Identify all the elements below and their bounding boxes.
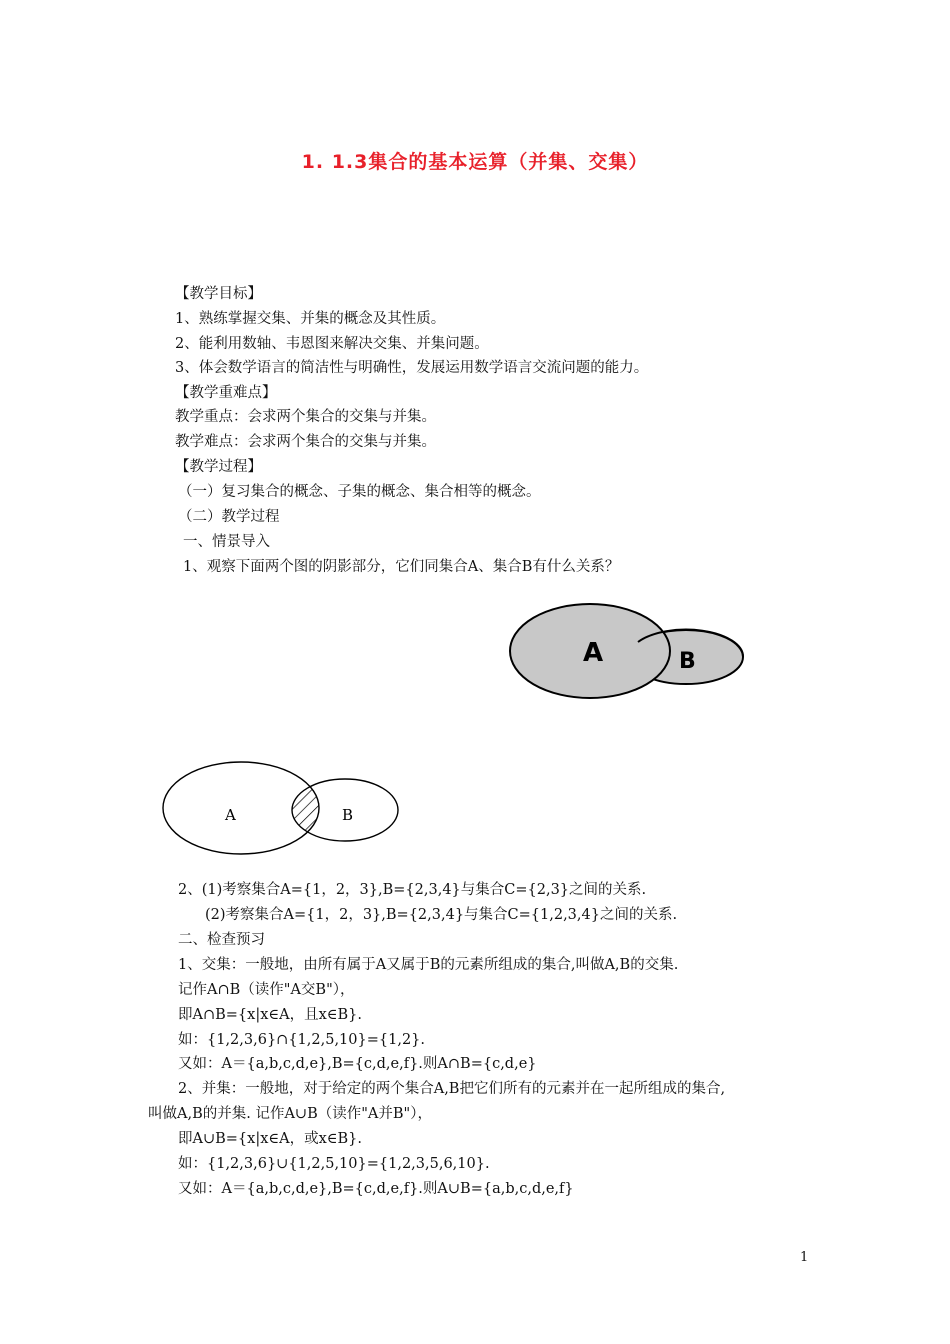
text-line: （二）教学过程 bbox=[178, 509, 280, 525]
text-line: （一）复习集合的概念、子集的概念、集合相等的概念。 bbox=[178, 484, 541, 500]
text-line: 【教学过程】 bbox=[175, 459, 262, 475]
text-line: 二、检查预习 bbox=[178, 932, 265, 948]
text-line: 又如：A＝{a,b,c,d,e},B={c,d,e,f}.则A∪B={a,b,c,d,e,f} bbox=[178, 1181, 574, 1197]
text-line: 教学重点：会求两个集合的交集与并集。 bbox=[175, 409, 436, 425]
text-line: 2、(1)考察集合A={1，2，3},B={2,3,4}与集合C={2,3}之间的关系. bbox=[178, 882, 647, 898]
text-line: 教学难点：会求两个集合的交集与并集。 bbox=[175, 434, 436, 450]
text-line: 即A∩B={x|x∈A，且x∈B}. bbox=[178, 1007, 362, 1023]
text-line: 2、能利用数轴、韦恩图来解决交集、并集问题。 bbox=[175, 336, 489, 352]
page-number: 1 bbox=[800, 1250, 809, 1265]
text-line: 记作A∩B（读作"A交B"）， bbox=[178, 982, 355, 998]
label-b: B bbox=[679, 649, 696, 674]
label-a: A bbox=[583, 638, 604, 668]
text-line: 1、交集：一般地，由所有属于A又属于B的元素所组成的集合,叫做A,B的交集. bbox=[178, 957, 679, 973]
label-b: B bbox=[342, 806, 354, 824]
text-line: 即A∪B={x|x∈A，或x∈B}. bbox=[178, 1131, 362, 1147]
text-line: 如：{1,2,3,6}∪{1,2,5,10}={1,2,3,5,6,10}. bbox=[178, 1156, 490, 1172]
text-line: 1、熟练掌握交集、并集的概念及其性质。 bbox=[175, 311, 446, 327]
label-a: A bbox=[225, 806, 236, 824]
text-line: (2)考察集合A={1，2，3},B={2,3,4}与集合C={1,2,3,4}之间的关系. bbox=[205, 907, 678, 923]
text-line: 【教学重难点】 bbox=[175, 385, 277, 401]
venn-union-diagram bbox=[505, 602, 750, 704]
text-line: 一、情景导入 bbox=[183, 534, 270, 550]
text-line: 3、体会数学语言的简洁性与明确性，发展运用数学语言交流问题的能力。 bbox=[175, 360, 649, 376]
text-line: 如：{1,2,3,6}∩{1,2,5,10}={1,2}. bbox=[178, 1032, 426, 1048]
venn-intersection-diagram bbox=[160, 760, 405, 860]
text-line: 【教学目标】 bbox=[175, 286, 262, 302]
text-line: 又如：A＝{a,b,c,d,e},B={c,d,e,f}.则A∩B={c,d,e} bbox=[178, 1056, 537, 1072]
text-line: 2、并集：一般地，对于给定的两个集合A,B把它们所有的元素并在一起所组成的集合, bbox=[178, 1081, 726, 1097]
text-line: 1、观察下面两个图的阴影部分，它们同集合A、集合B有什么关系？ bbox=[183, 559, 620, 575]
text-line: 叫做A,B的并集. 记作A∪B（读作"A并B"）， bbox=[148, 1106, 432, 1122]
page-title: 1. 1.3集合的基本运算（并集、交集） bbox=[301, 151, 649, 173]
